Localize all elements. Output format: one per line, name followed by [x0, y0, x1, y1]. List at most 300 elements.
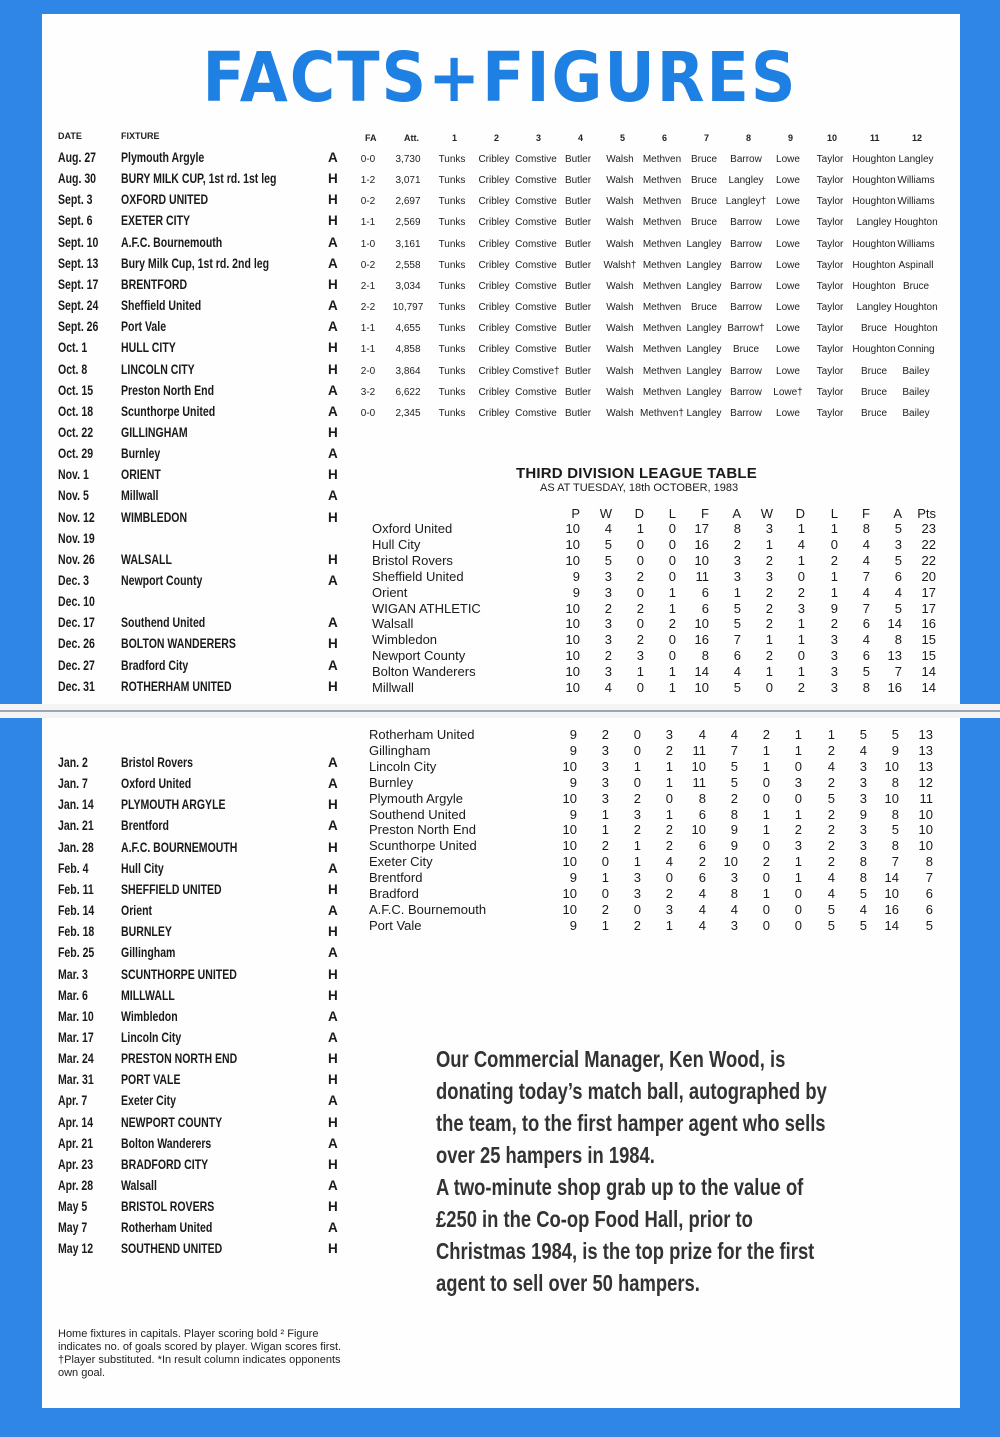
- league-stat: 8: [862, 521, 870, 536]
- league-stat: 5: [827, 790, 835, 806]
- league-stat: 0: [636, 616, 644, 632]
- result-score: 0-2: [360, 259, 376, 271]
- league-stat: 3: [830, 632, 838, 648]
- player-cell: Methven: [642, 386, 682, 398]
- result-attendance: 2,697: [395, 196, 421, 208]
- player-cell: Langley: [686, 323, 722, 335]
- league-stat: 0: [668, 568, 676, 584]
- fixture-date: Nov. 1: [58, 467, 89, 483]
- league-stat: 14: [921, 664, 936, 680]
- fixture-date: Apr. 28: [58, 1178, 94, 1193]
- header-player-6: 6: [662, 133, 668, 143]
- fixture-row: [56, 1072, 346, 1093]
- header-player-10: 10: [827, 133, 838, 143]
- player-cell: Cribley: [478, 280, 510, 292]
- league-stat: 0: [762, 774, 770, 790]
- league-column-header: D: [795, 506, 805, 521]
- fixture-opponent: Millwall: [121, 488, 159, 504]
- fixture-row: [56, 319, 346, 340]
- league-stat: 15: [921, 632, 936, 648]
- fixture-date: Sept. 13: [58, 255, 99, 271]
- league-stat: 3: [601, 774, 609, 790]
- fixture-venue: A: [328, 657, 338, 673]
- league-stat: 6: [698, 838, 706, 854]
- player-cell: Taylor: [816, 323, 844, 335]
- result-attendance: 2,558: [395, 259, 421, 271]
- league-stat: 10: [565, 521, 580, 536]
- league-stat: 2: [765, 648, 773, 664]
- league-stat: 4: [698, 727, 706, 742]
- league-stat: 9: [730, 838, 738, 854]
- league-team: Newport County: [372, 648, 466, 664]
- league-stat: 3: [859, 774, 867, 790]
- player-cell: Barrow: [730, 280, 762, 292]
- fixture-date: Oct. 1: [58, 340, 88, 356]
- player-cell: Cribley: [478, 259, 510, 271]
- league-stat: 0: [765, 680, 773, 695]
- league-stat: 7: [862, 600, 870, 616]
- fixture-row: [56, 552, 346, 573]
- league-stat: 7: [730, 742, 738, 758]
- league-stat: 1: [797, 521, 805, 536]
- league-stat: 3: [859, 838, 867, 854]
- league-stat: 3: [894, 536, 902, 552]
- player-cell: Taylor: [816, 407, 844, 419]
- fixture-row: [56, 840, 346, 861]
- player-cell: Taylor: [816, 259, 844, 271]
- league-stat: 0: [665, 790, 673, 806]
- player-cell: Cribley: [478, 238, 510, 250]
- league-stat: 3: [733, 552, 741, 568]
- league-stat: 3: [601, 758, 609, 774]
- league-team: Plymouth Argyle: [369, 790, 463, 806]
- player-cell: Houghton: [852, 238, 896, 250]
- fixture-opponent: PRESTON NORTH END: [121, 1051, 238, 1067]
- league-stat: 1: [797, 632, 805, 648]
- league-stat: 1: [762, 758, 770, 774]
- fixture-date: Nov. 19: [58, 530, 95, 546]
- league-stat: 1: [601, 806, 609, 822]
- player-cell: Butler: [564, 259, 592, 271]
- league-stat: 17: [694, 521, 709, 536]
- fixture-opponent: Bolton Wanderers: [121, 1135, 212, 1151]
- league-stat: 1: [830, 584, 838, 600]
- player-cell: Houghton: [852, 154, 896, 165]
- league-stat: 0: [633, 774, 641, 790]
- league-stat: 2: [830, 552, 838, 568]
- league-stat: 0: [797, 648, 805, 664]
- fixture-opponent: Oxford United: [121, 776, 192, 792]
- league-stat: 4: [859, 742, 867, 758]
- fixture-venue: A: [328, 446, 338, 462]
- fixture-date: Aug. 30: [58, 171, 97, 187]
- player-cell: Bruce: [690, 302, 718, 314]
- league-stat: 3: [859, 822, 867, 838]
- fixture-opponent: BOLTON WANDERERS: [121, 636, 236, 652]
- league-stat: 1: [633, 838, 641, 854]
- player-cell: Langley: [856, 302, 892, 314]
- fixture-opponent: SHEFFIELD UNITED: [121, 881, 222, 897]
- league-stat: 10: [562, 886, 577, 901]
- league-stat: 4: [862, 552, 870, 568]
- league-table-header: [372, 506, 936, 522]
- fixture-date: Dec. 27: [58, 657, 95, 673]
- league-row: [369, 822, 933, 838]
- fixture-row: [56, 945, 346, 966]
- league-stat: 9: [569, 742, 577, 758]
- player-cell: Cribley: [478, 386, 510, 398]
- league-stat: 10: [565, 632, 580, 648]
- result-attendance: 3,161: [395, 238, 421, 250]
- player-cell: Bruce: [690, 175, 718, 187]
- league-stat: 1: [765, 632, 773, 648]
- league-row: [372, 552, 936, 569]
- player-cell: Langley: [728, 175, 764, 187]
- league-stat: 5: [604, 536, 612, 552]
- league-stat: 2: [601, 838, 609, 854]
- fixture-row: [56, 924, 346, 945]
- league-stat: 2: [665, 886, 673, 901]
- fixture-date: Feb. 18: [58, 924, 95, 940]
- league-stat: 8: [733, 521, 741, 536]
- league-row: [369, 854, 933, 870]
- fixture-row: [56, 861, 346, 882]
- league-stat: 0: [636, 584, 644, 600]
- league-team: Millwall: [372, 680, 414, 695]
- league-stat: 0: [762, 917, 770, 933]
- player-cell: Comstive: [515, 238, 557, 250]
- league-stat: 11: [695, 568, 709, 584]
- player-cell: Butler: [564, 386, 592, 398]
- league-stat: 2: [762, 727, 770, 742]
- league-stat: 0: [794, 901, 802, 917]
- league-stat: 17: [921, 600, 936, 616]
- fixture-opponent: GILLINGHAM: [121, 424, 188, 440]
- league-stat: 15: [921, 648, 936, 664]
- fixture-venue: A: [328, 150, 338, 165]
- league-stat: 1: [794, 806, 802, 822]
- player-cell: Bruce: [732, 344, 760, 356]
- fixture-venue: A: [328, 1135, 338, 1151]
- player-cell: Butler: [564, 154, 592, 165]
- header-player-9: 9: [788, 133, 794, 143]
- league-row: [369, 774, 933, 791]
- league-stat: 5: [894, 600, 902, 616]
- league-stat: 1: [733, 584, 741, 600]
- league-column-header: W: [760, 506, 773, 521]
- page-title: FACTS+FIGURES: [202, 37, 798, 118]
- league-team: Walsall: [372, 616, 414, 632]
- fixture-row: [56, 235, 346, 256]
- fixture-venue: H: [328, 881, 338, 897]
- league-row: [369, 870, 933, 886]
- player-cell: Cribley: [478, 175, 510, 187]
- league-stat: 1: [665, 806, 673, 822]
- player-cell: Methven: [642, 175, 682, 187]
- player-cell: Tunks: [438, 386, 466, 398]
- fixture-row: [56, 755, 346, 776]
- result-row: [350, 406, 950, 427]
- league-stat: 2: [827, 806, 835, 822]
- player-cell: Taylor: [816, 386, 844, 398]
- league-stat: 9: [730, 822, 738, 838]
- fixture-row: [56, 1241, 346, 1262]
- fixture-opponent: Preston North End: [121, 382, 215, 398]
- player-cell: Barrow†: [727, 323, 765, 335]
- league-stat: 1: [762, 822, 770, 838]
- fixture-venue: A: [328, 1178, 338, 1193]
- fixture-venue: H: [328, 1051, 338, 1067]
- promo-line: A two-minute shop grab up to the value of: [436, 1174, 804, 1200]
- league-stat: 7: [862, 568, 870, 584]
- league-stat: 0: [794, 758, 802, 774]
- fixture-row: [56, 256, 346, 277]
- league-stat: 4: [827, 758, 835, 774]
- league-stat: 1: [830, 568, 838, 584]
- player-cell: Tunks: [438, 302, 466, 314]
- league-stat: 0: [636, 552, 644, 568]
- fixture-date: Oct. 8: [58, 361, 88, 377]
- result-row: [350, 215, 950, 236]
- player-cell: Lowe: [776, 407, 800, 419]
- league-stat: 1: [797, 664, 805, 680]
- league-stat: 10: [562, 838, 577, 854]
- player-cell: Bailey: [902, 365, 930, 377]
- league-team: Hull City: [372, 536, 421, 552]
- fixture-row: [56, 1178, 346, 1199]
- header-player-4: 4: [578, 133, 584, 143]
- fixture-date: Apr. 21: [58, 1135, 94, 1151]
- league-stat: 3: [601, 790, 609, 806]
- player-cell: Houghton: [852, 280, 896, 292]
- league-stat: 2: [765, 600, 773, 616]
- league-stat: 3: [794, 774, 802, 790]
- league-stat: 1: [827, 727, 835, 742]
- player-cell: Lowe: [776, 259, 800, 271]
- player-cell: Tunks: [438, 238, 466, 250]
- result-score: 0-2: [360, 196, 376, 208]
- fixture-date: Mar. 17: [58, 1029, 94, 1045]
- league-stat: 10: [918, 822, 933, 838]
- player-cell: Cribley: [478, 344, 510, 356]
- player-cell: Bruce: [860, 365, 888, 377]
- league-row: [372, 616, 936, 632]
- fixture-row: [56, 1030, 346, 1051]
- fixture-opponent: Lincoln City: [121, 1029, 182, 1045]
- league-stat: 6: [894, 568, 902, 584]
- league-stat: 3: [601, 742, 609, 758]
- fixture-row: [56, 425, 346, 446]
- fixture-venue: A: [328, 945, 338, 961]
- fixture-venue: H: [328, 678, 338, 694]
- player-cell: Tunks: [438, 344, 466, 356]
- player-cell: Barrow: [730, 217, 762, 229]
- league-stat: 0: [601, 886, 609, 901]
- league-stat: 3: [730, 870, 738, 886]
- league-stat: 1: [762, 886, 770, 901]
- league-team: Brentford: [369, 870, 423, 886]
- league-stat: 11: [919, 790, 933, 806]
- player-cell: Lowe: [776, 344, 800, 356]
- league-stat: 0: [636, 680, 644, 695]
- league-stat: 1: [794, 742, 802, 758]
- player-cell: Houghton: [852, 196, 896, 208]
- fixture-row: [56, 510, 346, 531]
- fixture-date: Sept. 3: [58, 192, 93, 208]
- league-stat: 2: [636, 568, 644, 584]
- league-stat: 17: [921, 584, 936, 600]
- fixture-date: Nov. 26: [58, 551, 95, 567]
- fixture-venue: A: [328, 488, 338, 504]
- player-cell: Tunks: [438, 259, 466, 271]
- fixture-opponent: PORT VALE: [121, 1072, 181, 1088]
- league-row: [369, 742, 933, 759]
- league-stat: 22: [921, 552, 936, 568]
- league-team: Rotherham United: [369, 727, 475, 742]
- league-row: [369, 790, 933, 807]
- player-cell: Langley: [686, 407, 722, 419]
- player-cell: Butler: [564, 238, 592, 250]
- player-cell: Tunks: [438, 217, 466, 229]
- player-cell: Methven: [642, 344, 682, 356]
- player-cell: Methven: [642, 365, 682, 377]
- league-stat: 10: [723, 854, 738, 870]
- league-column-header: D: [634, 506, 644, 521]
- fixture-venue: A: [328, 818, 338, 834]
- player-cell: Walsh†: [603, 259, 637, 271]
- fixture-venue: H: [328, 1114, 338, 1130]
- league-stat: 8: [891, 774, 899, 790]
- league-stat: 9: [572, 568, 580, 584]
- league-stat: 5: [891, 822, 899, 838]
- player-cell: Walsh: [606, 386, 634, 398]
- player-cell: Lowe: [776, 196, 800, 208]
- player-cell: Lowe: [776, 302, 800, 314]
- league-stat: 0: [665, 870, 673, 886]
- league-stat: 3: [604, 568, 612, 584]
- promo-notice: [436, 1043, 876, 1299]
- fixture-opponent: Newport County: [121, 573, 203, 588]
- league-stat: 1: [601, 917, 609, 933]
- league-stat: 1: [668, 600, 676, 616]
- league-stat: 0: [668, 521, 676, 536]
- fixture-venue: A: [328, 615, 338, 631]
- result-score: 1-1: [360, 217, 376, 229]
- fixture-venue: A: [328, 234, 338, 250]
- player-cell: Walsh: [606, 217, 634, 229]
- fixture-opponent: Plymouth Argyle: [121, 150, 205, 165]
- league-stat: 1: [794, 854, 802, 870]
- league-stat: 10: [565, 536, 580, 552]
- league-team: Port Vale: [369, 917, 422, 933]
- league-column-header: F: [862, 506, 870, 521]
- fixture-row: [56, 967, 346, 988]
- league-stat: 2: [633, 790, 641, 806]
- league-stat: 3: [859, 758, 867, 774]
- league-team: Lincoln City: [369, 758, 437, 774]
- league-stat: 16: [884, 901, 899, 917]
- league-stat: 6: [701, 584, 709, 600]
- league-stat: 1: [636, 521, 644, 536]
- league-stat: 3: [604, 632, 612, 648]
- league-stat: 2: [733, 536, 741, 552]
- league-stat: 3: [604, 664, 612, 680]
- fixture-row: [56, 192, 346, 213]
- player-cell: Walsh: [606, 175, 634, 187]
- league-stat: 1: [636, 664, 644, 680]
- fixture-opponent: A.F.C. Bournemouth: [121, 234, 223, 250]
- league-stat: 10: [565, 680, 580, 695]
- league-stat: 8: [894, 632, 902, 648]
- fixture-venue: H: [328, 171, 338, 187]
- player-cell: Walsh: [606, 407, 634, 419]
- fixture-row: [56, 1199, 346, 1220]
- league-stat: 5: [730, 774, 738, 790]
- player-cell: Langley†: [725, 196, 767, 208]
- league-stat: 1: [765, 536, 773, 552]
- league-stat: 8: [891, 838, 899, 854]
- player-cell: Bruce: [860, 386, 888, 398]
- league-team: WIGAN ATHLETIC: [372, 600, 481, 616]
- player-cell: Houghton: [894, 302, 938, 314]
- result-row: [350, 258, 950, 279]
- fixture-date: Jan. 14: [58, 797, 94, 813]
- league-stat: 2: [665, 822, 673, 838]
- player-cell: Barrow: [730, 365, 762, 377]
- league-stat: 5: [604, 552, 612, 568]
- fixture-opponent: EXETER CITY: [121, 213, 191, 229]
- league-stat: 10: [918, 806, 933, 822]
- league-stat: 1: [665, 774, 673, 790]
- league-stat: 2: [765, 584, 773, 600]
- player-cell: Comstive: [515, 217, 557, 229]
- league-column-header: A: [732, 506, 741, 521]
- league-stat: 8: [862, 680, 870, 695]
- player-cell: Barrow: [730, 154, 762, 165]
- result-score: 0-0: [360, 407, 376, 419]
- league-stat: 0: [830, 536, 838, 552]
- league-stat: 2: [827, 854, 835, 870]
- league-stat: 10: [565, 600, 580, 616]
- player-cell: Comstive: [515, 323, 557, 335]
- league-stat: 5: [891, 727, 899, 742]
- fixture-opponent: Orient: [121, 903, 153, 919]
- player-cell: Tunks: [438, 175, 466, 187]
- fixture-row: [56, 818, 346, 839]
- fixture-venue: H: [328, 839, 338, 855]
- fixture-venue: A: [328, 1008, 338, 1024]
- fixture-date: Dec. 17: [58, 615, 95, 631]
- header-fixture: FIXTURE: [121, 131, 160, 141]
- fixture-opponent: Wimbledon: [121, 1008, 178, 1024]
- player-cell: Cribley: [478, 365, 510, 377]
- player-cell: Williams: [897, 175, 935, 187]
- league-stat: 3: [830, 648, 838, 664]
- league-stat: 4: [665, 854, 673, 870]
- league-stat: 2: [636, 632, 644, 648]
- fixture-opponent: A.F.C. BOURNEMOUTH: [121, 839, 238, 855]
- player-cell: Methven: [642, 259, 682, 271]
- fixture-venue: A: [328, 319, 338, 335]
- player-cell: Langley: [856, 217, 892, 229]
- player-cell: Bailey: [902, 407, 930, 419]
- league-stat: 12: [918, 774, 933, 790]
- league-team: Gillingham: [369, 742, 431, 758]
- fixture-date: Mar. 31: [58, 1072, 94, 1088]
- promo-line: donating today’s match ball, autographed by: [436, 1078, 827, 1104]
- player-cell: Comstive: [515, 196, 557, 208]
- league-stat: 3: [604, 616, 612, 632]
